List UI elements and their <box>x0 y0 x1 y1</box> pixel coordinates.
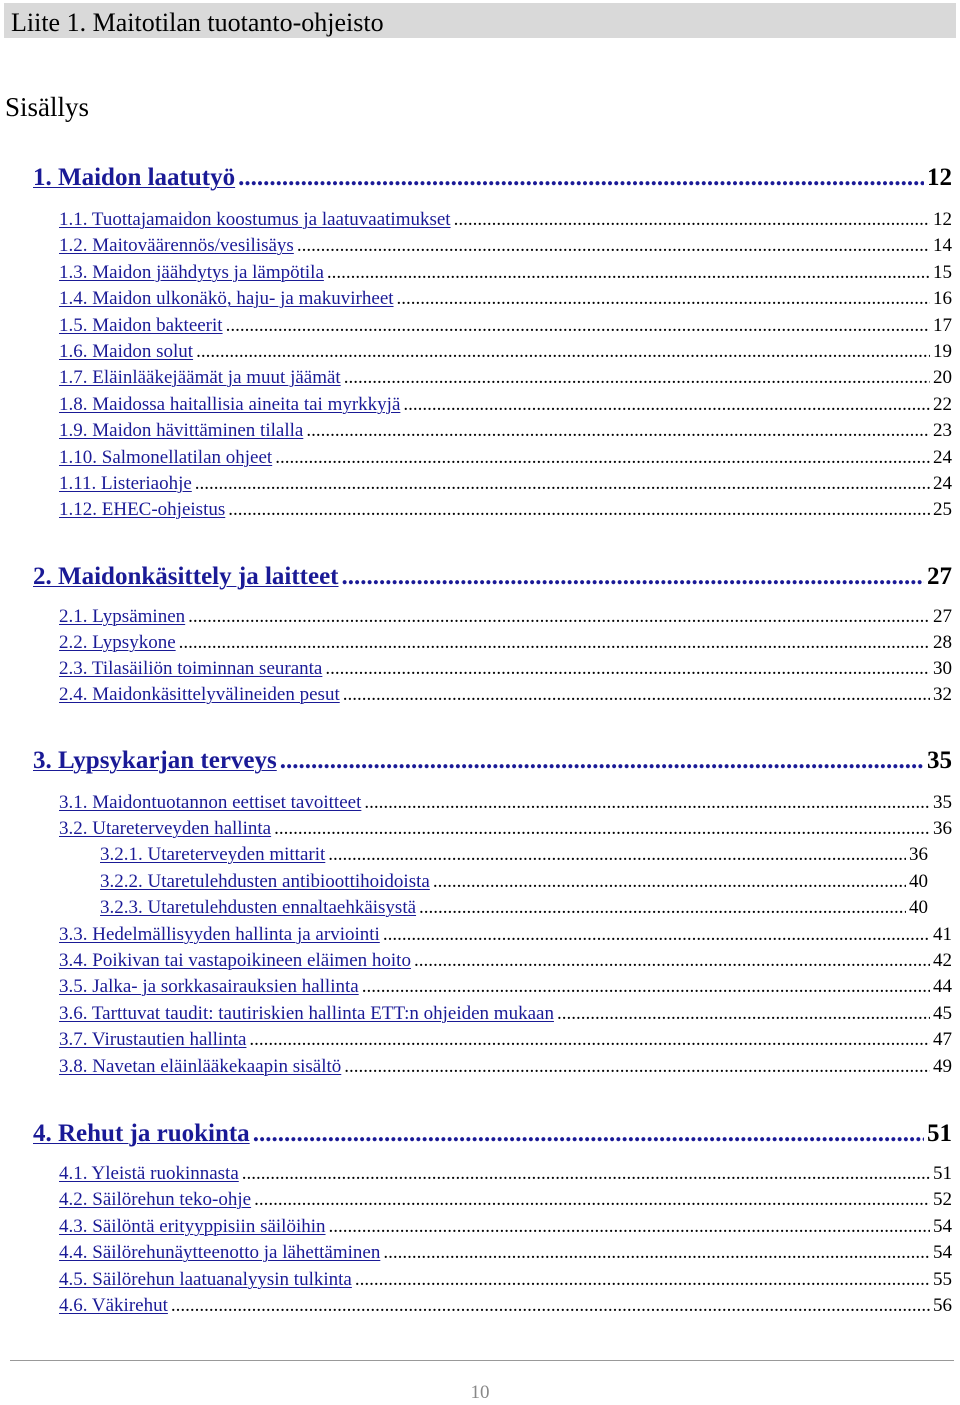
toc-item-label: 3.2. Utareterveyden hallinta <box>59 818 272 839</box>
toc-item-label: 4.3. Säilöntä erityyppisiin säilöihin <box>59 1216 326 1237</box>
dot-leader <box>454 209 930 231</box>
toc-page-number: 25 <box>933 499 952 520</box>
toc-page-number: 40 <box>909 897 928 918</box>
toc-section-1[interactable] <box>33 164 952 192</box>
dot-leader <box>403 394 930 416</box>
dot-leader <box>344 367 930 389</box>
contents-heading: Sisällys <box>5 92 90 122</box>
toc-item-label: 4.1. Yleistä ruokinnasta <box>59 1163 239 1184</box>
toc-item-label: 3.8. Navetan eläinlääkekaapin sisältö <box>59 1056 342 1077</box>
toc-item-label: 1.6. Maidon solut <box>59 341 194 362</box>
toc-item-3-1[interactable] <box>59 792 952 814</box>
toc-item-1-3[interactable] <box>59 262 952 284</box>
dot-leader <box>328 844 906 866</box>
toc-item-3-2-2[interactable] <box>100 871 928 893</box>
toc-item-1-5[interactable] <box>59 315 952 337</box>
toc-item-1-7[interactable] <box>59 367 952 389</box>
toc-page-number: 28 <box>933 632 952 653</box>
toc-item-1-1[interactable] <box>59 209 952 231</box>
dot-leader <box>325 658 930 680</box>
toc-page-number: 20 <box>933 367 952 388</box>
dot-leader <box>238 164 924 192</box>
toc-page-number: 24 <box>933 447 952 468</box>
dot-leader <box>275 447 930 469</box>
toc-page-number: 12 <box>933 209 952 230</box>
toc-page-number: 52 <box>933 1189 952 1210</box>
toc-item-label: 1.7. Eläinlääkejäämät ja muut jäämät <box>59 367 341 388</box>
toc-item-label: 1.3. Maidon jäähdytys ja lämpötila <box>59 262 324 283</box>
toc-page-number: 23 <box>933 420 952 441</box>
toc-item-label: 4.2. Säilörehun teko-ohje <box>59 1189 252 1210</box>
toc-item-label: 1.5. Maidon bakteerit <box>59 315 223 336</box>
toc-item-label: 1.9. Maidon hävittäminen tilalla <box>59 420 304 441</box>
dot-leader <box>228 499 930 521</box>
toc-page-number: 54 <box>933 1242 952 1263</box>
toc-item-label: 1.2. Maitoväärennös/vesilisäys <box>59 235 294 256</box>
toc-item-4-3[interactable] <box>59 1216 952 1238</box>
dot-leader <box>254 1189 930 1211</box>
toc-item-3-6[interactable] <box>59 1003 952 1025</box>
toc-section-3[interactable] <box>33 747 952 775</box>
dot-leader <box>297 235 930 257</box>
dot-leader <box>280 747 924 775</box>
dot-leader <box>419 897 906 919</box>
toc-item-1-11[interactable] <box>59 473 952 495</box>
toc-item-3-2[interactable] <box>59 818 952 840</box>
dot-leader <box>226 315 930 337</box>
toc-item-label: 4.4. Säilörehunäytteenotto ja lähettäminen <box>59 1242 381 1263</box>
dot-leader <box>171 1295 930 1317</box>
dot-leader <box>433 871 906 893</box>
toc-page-number: 17 <box>933 315 952 336</box>
toc-page-number: 35 <box>933 792 952 813</box>
dot-leader <box>364 792 930 814</box>
toc-page-number: 30 <box>933 658 952 679</box>
toc-item-label: 4.6. Väkirehut <box>59 1295 168 1316</box>
toc-page-number: 51 <box>933 1163 952 1184</box>
dot-leader <box>195 473 930 495</box>
dot-leader <box>179 632 930 654</box>
dot-leader <box>327 262 930 284</box>
toc-item-2-3[interactable] <box>59 658 952 680</box>
toc-page-number: 51 <box>927 1120 952 1147</box>
dot-leader <box>253 1120 924 1148</box>
toc-item-label: 3.2.1. Utareterveyden mittarit <box>100 844 326 865</box>
toc-page-number: 36 <box>933 818 952 839</box>
toc-item-label: 3.4. Poikivan tai vastapoikineen eläimen hoito <box>59 950 411 971</box>
toc-item-label: 3.6. Tarttuvat taudit: tautiriskien hallinta ETT:n ohjeiden mukaan <box>59 1003 554 1024</box>
toc-page-number: 45 <box>933 1003 952 1024</box>
toc-item-3-7[interactable] <box>59 1029 952 1051</box>
toc-item-1-8[interactable] <box>59 394 952 416</box>
toc-item-label: 1.11. Listeriaohje <box>59 473 192 494</box>
toc-section-label: 1. Maidon laatutyö <box>33 164 236 191</box>
toc-page-number: 27 <box>933 606 952 627</box>
toc-page-number: 35 <box>927 747 952 774</box>
toc-page-number: 56 <box>933 1295 952 1316</box>
toc-item-3-2-1[interactable] <box>100 844 928 866</box>
toc-item-4-2[interactable] <box>59 1189 952 1211</box>
toc-item-2-4[interactable] <box>59 684 952 706</box>
toc-item-label: 1.1. Tuottajamaidon koostumus ja laatuvaatimukset <box>59 209 451 230</box>
toc-page-number: 42 <box>933 950 952 971</box>
title-bar <box>4 3 956 38</box>
dot-leader <box>329 1216 930 1238</box>
toc-item-3-4[interactable] <box>59 950 952 972</box>
toc-item-3-8[interactable] <box>59 1056 952 1078</box>
dot-leader <box>196 341 930 363</box>
dot-leader <box>397 288 930 310</box>
toc-item-label: 3.5. Jalka- ja sorkkasairauksien hallinta <box>59 976 359 997</box>
toc-item-label: 4.5. Säilörehun laatuanalyysin tulkinta <box>59 1269 352 1290</box>
dot-leader <box>344 1056 930 1078</box>
dot-leader <box>557 1003 930 1025</box>
toc-item-1-6[interactable] <box>59 341 952 363</box>
toc-page-number: 27 <box>927 563 952 590</box>
toc-item-label: 2.1. Lypsäminen <box>59 606 186 627</box>
toc-page-number: 44 <box>933 976 952 997</box>
toc-page-number: 55 <box>933 1269 952 1290</box>
dot-leader <box>306 420 930 442</box>
toc-item-label: 1.4. Maidon ulkonäkö, haju- ja makuvirheet <box>59 288 394 309</box>
toc-item-label: 1.8. Maidossa haitallisia aineita tai myrkkyjä <box>59 394 401 415</box>
dot-leader <box>274 818 930 840</box>
toc-item-1-10[interactable] <box>59 447 952 469</box>
toc-item-3-2-3[interactable] <box>100 897 928 919</box>
toc-page-number: 16 <box>933 288 952 309</box>
toc-page-number: 41 <box>933 924 952 945</box>
dot-leader <box>414 950 930 972</box>
toc-item-label: 1.12. EHEC-ohjeistus <box>59 499 226 520</box>
document-title: Liite 1. Maitotilan tuotanto-ohjeisto <box>11 8 384 37</box>
toc-item-2-2[interactable] <box>59 632 952 654</box>
toc-page-number: 40 <box>909 871 928 892</box>
toc-section-4[interactable] <box>33 1120 952 1148</box>
toc-item-label: 2.4. Maidonkäsittelyvälineiden pesut <box>59 684 340 705</box>
footer-divider <box>10 1360 954 1361</box>
dot-leader <box>242 1163 930 1185</box>
dot-leader <box>383 924 930 946</box>
dot-leader <box>188 606 930 628</box>
toc-item-label: 3.1. Maidontuotannon eettiset tavoitteet <box>59 792 362 813</box>
toc-item-4-6[interactable] <box>59 1295 952 1317</box>
toc-page-number: 22 <box>933 394 952 415</box>
toc-item-3-5[interactable] <box>59 976 952 998</box>
dot-leader <box>343 684 930 706</box>
toc-item-label: 3.2.2. Utaretulehdusten antibioottihoidoista <box>100 871 430 892</box>
toc-item-1-9[interactable] <box>59 420 952 442</box>
toc-page-number: 15 <box>933 262 952 283</box>
toc-page-number: 47 <box>933 1029 952 1050</box>
toc-item-2-1[interactable] <box>59 606 952 628</box>
dot-leader <box>362 976 930 998</box>
toc-item-1-4[interactable] <box>59 288 952 310</box>
dot-leader <box>383 1242 930 1264</box>
toc-item-1-2[interactable] <box>59 235 952 257</box>
dot-leader <box>355 1269 930 1291</box>
toc-item-label: 3.7. Virustautien hallinta <box>59 1029 247 1050</box>
toc-section-label: 3. Lypsykarjan terveys <box>33 747 277 774</box>
dot-leader <box>342 563 924 591</box>
toc-page-number: 32 <box>933 684 952 705</box>
toc-page-number: 49 <box>933 1056 952 1077</box>
toc-item-label: 3.2.3. Utaretulehdusten ennaltaehkäisystä <box>100 897 417 918</box>
toc-item-label: 3.3. Hedelmällisyyden hallinta ja arviointi <box>59 924 380 945</box>
toc-item-label: 2.3. Tilasäiliön toiminnan seuranta <box>59 658 323 679</box>
toc-item-label: 1.10. Salmonellatilan ohjeet <box>59 447 273 468</box>
toc-item-4-4[interactable] <box>59 1242 952 1264</box>
toc-item-1-12[interactable] <box>59 499 952 521</box>
toc-page-number: 14 <box>933 235 952 256</box>
toc-item-label: 2.2. Lypsykone <box>59 632 176 653</box>
toc-section-label: 4. Rehut ja ruokinta <box>33 1120 250 1147</box>
toc-item-4-5[interactable] <box>59 1269 952 1291</box>
toc-page-number: 12 <box>927 164 952 191</box>
toc-page-number: 24 <box>933 473 952 494</box>
toc-item-4-1[interactable] <box>59 1163 952 1185</box>
toc-item-3-3[interactable] <box>59 924 952 946</box>
toc-page-number: 36 <box>909 844 928 865</box>
toc-section-label: 2. Maidonkäsittely ja laitteet <box>33 563 339 590</box>
toc-page-number: 54 <box>933 1216 952 1237</box>
toc-page-number: 19 <box>933 341 952 362</box>
page-number: 10 <box>470 1382 490 1403</box>
dot-leader <box>249 1029 930 1051</box>
toc-section-2[interactable] <box>33 563 952 591</box>
